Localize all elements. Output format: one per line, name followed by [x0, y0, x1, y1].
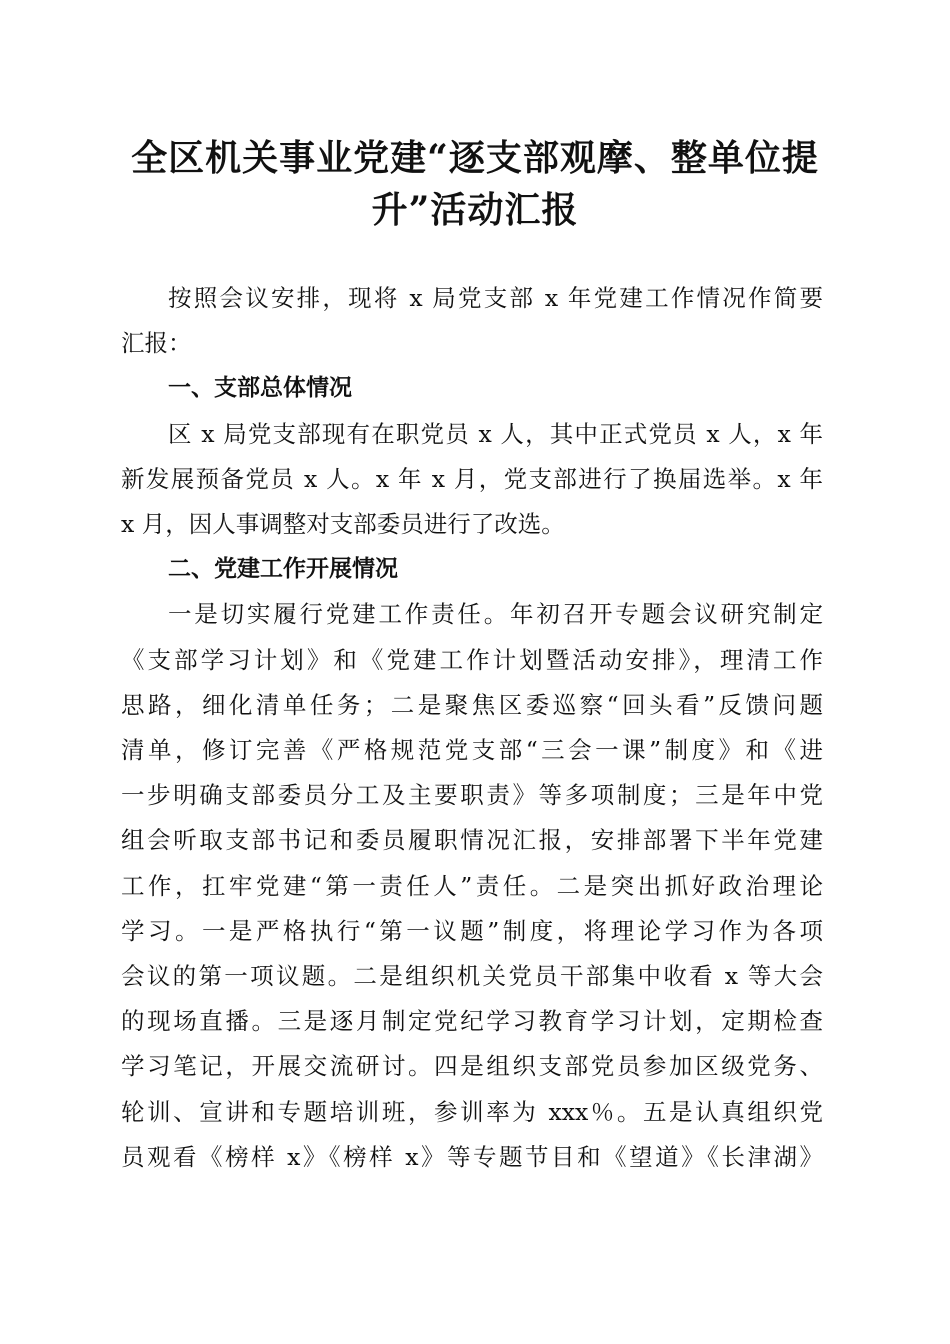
document-body: [121, 276, 823, 1180]
paragraph-line: 组会听取支部书记和委员履职情况汇报，安排部署下半年党建: [121, 826, 823, 855]
paragraph-line: 工作，扛牢党建“第一责任人”责任。二是突出抓好政治理论: [121, 871, 823, 900]
paragraph-line: 《支部学习计划》和《党建工作计划暨活动安排》，理清工作: [121, 645, 823, 674]
intro-line: 按照会议安排，现将 x 局党支部 x 年党建工作情况作简要: [168, 284, 823, 312]
paragraph-line: 一步明确支部委员分工及主要职责》等多项制度；三是年中党: [121, 781, 823, 810]
section-2-paragraph: [121, 592, 823, 1180]
paragraph-line: 思路，细化清单任务；二是聚焦区委巡察“回头看”反馈问题: [121, 690, 823, 719]
paragraph-line: 区 x 局党支部现有在职党员 x 人，其中正式党员 x 人，x 年: [168, 419, 823, 448]
title-line-2: 升”活动汇报: [371, 189, 579, 231]
paragraph-line: 的现场直播。三是逐月制定党纪学习教育学习计划，定期检查: [121, 1007, 823, 1036]
paragraph-line: 一是切实履行党建工作责任。年初召开专题会议研究制定: [168, 600, 823, 629]
section-2-heading: 二、党建工作开展情况: [168, 556, 398, 583]
paragraph-line: 员观看《榜样 x》《榜样 x》等专题节目和《望道》《长津湖》: [121, 1142, 823, 1171]
paragraph-line: 清单，修订完善《严格规范党支部“三会一课”制度》和《进: [121, 736, 823, 765]
paragraph-line: 新发展预备党员 x 人。x 年 x 月，党支部进行了换届选举。x 年: [121, 464, 823, 493]
paragraph-line: 轮训、宣讲和专题培训班，参训率为 xxx％。五是认真组织党: [121, 1097, 823, 1126]
intro-line: 汇报：: [121, 329, 192, 358]
paragraph-line: x 月，因人事调整对支部委员进行了改选。: [121, 510, 565, 539]
intro-paragraph: [121, 276, 823, 366]
document-title: [110, 132, 840, 236]
section-1-paragraph: [121, 412, 823, 548]
paragraph-line: 学习。一是严格执行“第一议题”制度，将理论学习作为各项: [121, 916, 823, 945]
title-line-1: 全区机关事业党建“逐支部观摩、整单位提: [131, 137, 819, 179]
paragraph-line: 会议的第一项议题。二是组织机关党员干部集中收看 x 等大会: [121, 962, 823, 991]
paragraph-line: 学习笔记，开展交流研讨。四是组织支部党员参加区级党务、: [121, 1052, 823, 1081]
section-1-heading: 一、支部总体情况: [168, 375, 352, 402]
